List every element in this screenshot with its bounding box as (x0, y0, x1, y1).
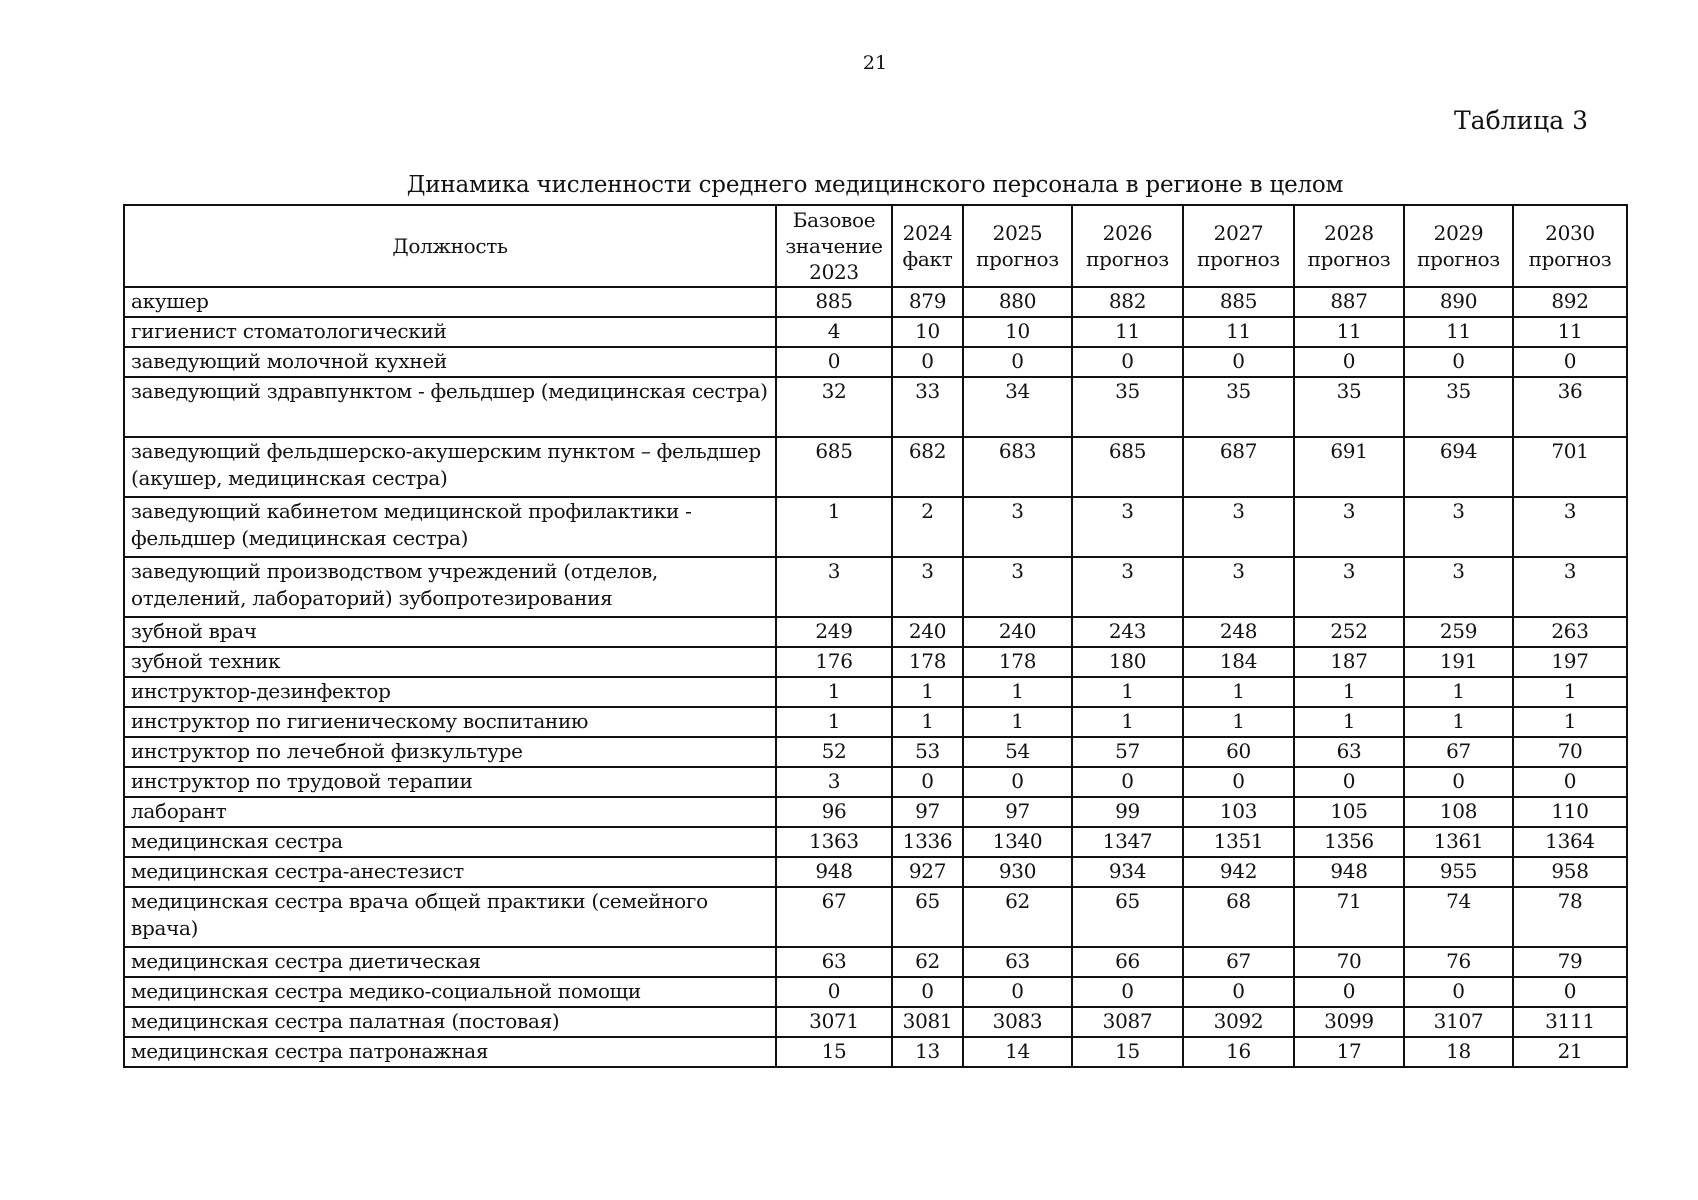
table-title: Динамика численности среднего медицинского персонала в регионе в целом (406, 172, 1344, 198)
value-cell: 78 (1513, 887, 1627, 947)
value-cell: 0 (1183, 767, 1294, 797)
value-cell: 1347 (1072, 827, 1183, 857)
value-cell: 34 (963, 377, 1072, 437)
value-cell: 108 (1404, 797, 1513, 827)
column-header-8 (1513, 205, 1627, 287)
column-header-line: прогноз (1528, 247, 1612, 271)
column-header-line: 2026 (1102, 221, 1153, 245)
value-cell: 36 (1513, 377, 1627, 437)
position-cell: заведующий молочной кухней (124, 347, 776, 377)
value-cell: 3087 (1072, 1007, 1183, 1037)
value-cell: 21 (1513, 1037, 1627, 1067)
value-cell: 3099 (1294, 1007, 1404, 1037)
table-row (124, 707, 1627, 737)
table-row (124, 437, 1627, 497)
value-cell: 197 (1513, 647, 1627, 677)
value-cell: 3 (1183, 557, 1294, 617)
table-row (124, 617, 1627, 647)
value-cell: 0 (963, 977, 1072, 1007)
value-cell: 1336 (892, 827, 963, 857)
position-cell: медицинская сестра-анестезист (124, 857, 776, 887)
value-cell: 955 (1404, 857, 1513, 887)
value-cell: 54 (963, 737, 1072, 767)
value-cell: 0 (1404, 347, 1513, 377)
value-cell: 62 (892, 947, 963, 977)
value-cell: 0 (1294, 977, 1404, 1007)
column-header-line: 2023 (809, 260, 859, 284)
value-cell: 1 (1404, 707, 1513, 737)
position-cell: медицинская сестра медико-социальной помощи (124, 977, 776, 1007)
value-cell: 3 (963, 557, 1072, 617)
value-cell: 97 (892, 797, 963, 827)
value-cell: 178 (963, 647, 1072, 677)
column-header-line: Должность (392, 234, 508, 258)
value-cell: 11 (1404, 317, 1513, 347)
position-cell: зубной техник (124, 647, 776, 677)
table-row (124, 497, 1627, 557)
value-cell: 0 (1072, 347, 1183, 377)
value-cell: 0 (1513, 767, 1627, 797)
position-cell: гигиенист стоматологический (124, 317, 776, 347)
column-header-line: 2029 (1433, 221, 1484, 245)
value-cell: 682 (892, 437, 963, 497)
value-cell: 105 (1294, 797, 1404, 827)
table-row (124, 827, 1627, 857)
position-cell: инструктор по гигиеническому воспитанию (124, 707, 776, 737)
value-cell: 685 (1072, 437, 1183, 497)
value-cell: 887 (1294, 287, 1404, 317)
value-cell: 0 (1072, 767, 1183, 797)
value-cell: 3 (1183, 497, 1294, 557)
value-cell: 13 (892, 1037, 963, 1067)
table-row (124, 677, 1627, 707)
column-header-6 (1294, 205, 1404, 287)
value-cell: 3 (1513, 557, 1627, 617)
value-cell: 1 (1294, 677, 1404, 707)
value-cell: 11 (1513, 317, 1627, 347)
column-header-line: 2027 (1213, 221, 1264, 245)
value-cell: 65 (892, 887, 963, 947)
value-cell: 1361 (1404, 827, 1513, 857)
value-cell: 0 (1072, 977, 1183, 1007)
value-cell: 934 (1072, 857, 1183, 887)
value-cell: 0 (1183, 347, 1294, 377)
value-cell: 79 (1513, 947, 1627, 977)
table-row (124, 857, 1627, 887)
value-cell: 0 (1404, 977, 1513, 1007)
value-cell: 1 (963, 677, 1072, 707)
value-cell: 103 (1183, 797, 1294, 827)
value-cell: 240 (892, 617, 963, 647)
value-cell: 1 (1513, 677, 1627, 707)
value-cell: 3 (963, 497, 1072, 557)
value-cell: 0 (892, 977, 963, 1007)
table-row (124, 977, 1627, 1007)
position-cell: медицинская сестра патронажная (124, 1037, 776, 1067)
value-cell: 3 (1294, 557, 1404, 617)
value-cell: 701 (1513, 437, 1627, 497)
value-cell: 96 (776, 797, 892, 827)
value-cell: 259 (1404, 617, 1513, 647)
column-header-line: 2030 (1545, 221, 1595, 245)
column-header-1 (776, 205, 892, 287)
position-cell: заведующий производством учреждений (отделов, отделений, лабораторий) зубопротезирования (124, 557, 776, 617)
value-cell: 1 (892, 707, 963, 737)
value-cell: 892 (1513, 287, 1627, 317)
value-cell: 948 (1294, 857, 1404, 887)
value-cell: 942 (1183, 857, 1294, 887)
position-cell: лаборант (124, 797, 776, 827)
value-cell: 1 (1513, 707, 1627, 737)
value-cell: 16 (1183, 1037, 1294, 1067)
table-row (124, 1037, 1627, 1067)
value-cell: 243 (1072, 617, 1183, 647)
position-cell: заведующий кабинетом медицинской профилактики - фельдшер (медицинская сестра) (124, 497, 776, 557)
position-cell: зубной врач (124, 617, 776, 647)
value-cell: 248 (1183, 617, 1294, 647)
table-row (124, 887, 1627, 947)
value-cell: 958 (1513, 857, 1627, 887)
table-row (124, 557, 1627, 617)
value-cell: 70 (1513, 737, 1627, 767)
value-cell: 53 (892, 737, 963, 767)
value-cell: 3 (1072, 497, 1183, 557)
table-row (124, 287, 1627, 317)
position-cell: медицинская сестра диетическая (124, 947, 776, 977)
value-cell: 3111 (1513, 1007, 1627, 1037)
value-cell: 249 (776, 617, 892, 647)
value-cell: 0 (892, 767, 963, 797)
value-cell: 1 (1072, 707, 1183, 737)
value-cell: 60 (1183, 737, 1294, 767)
value-cell: 1340 (963, 827, 1072, 857)
value-cell: 0 (963, 767, 1072, 797)
value-cell: 187 (1294, 647, 1404, 677)
table-row (124, 797, 1627, 827)
column-header-position (124, 205, 776, 287)
staff-dynamics-table (123, 204, 1628, 1068)
value-cell: 57 (1072, 737, 1183, 767)
value-cell: 63 (776, 947, 892, 977)
value-cell: 240 (963, 617, 1072, 647)
value-cell: 110 (1513, 797, 1627, 827)
table-row (124, 767, 1627, 797)
value-cell: 176 (776, 647, 892, 677)
value-cell: 70 (1294, 947, 1404, 977)
value-cell: 3083 (963, 1007, 1072, 1037)
table-body (124, 287, 1627, 1067)
value-cell: 1351 (1183, 827, 1294, 857)
value-cell: 3071 (776, 1007, 892, 1037)
value-cell: 694 (1404, 437, 1513, 497)
value-cell: 178 (892, 647, 963, 677)
value-cell: 3 (892, 557, 963, 617)
value-cell: 11 (1294, 317, 1404, 347)
value-cell: 880 (963, 287, 1072, 317)
value-cell: 0 (963, 347, 1072, 377)
table-row (124, 947, 1627, 977)
value-cell: 0 (1404, 767, 1513, 797)
value-cell: 99 (1072, 797, 1183, 827)
column-header-line: 2024 (902, 221, 953, 245)
value-cell: 0 (1294, 767, 1404, 797)
value-cell: 1356 (1294, 827, 1404, 857)
value-cell: 35 (1183, 377, 1294, 437)
value-cell: 1 (1183, 707, 1294, 737)
column-header-line: значение (785, 234, 883, 258)
value-cell: 3 (1404, 497, 1513, 557)
value-cell: 927 (892, 857, 963, 887)
position-cell: инструктор по лечебной физкультуре (124, 737, 776, 767)
value-cell: 35 (1294, 377, 1404, 437)
value-cell: 1 (1294, 707, 1404, 737)
value-cell: 1364 (1513, 827, 1627, 857)
value-cell: 52 (776, 737, 892, 767)
value-cell: 35 (1404, 377, 1513, 437)
value-cell: 10 (963, 317, 1072, 347)
value-cell: 3 (1072, 557, 1183, 617)
table-row (124, 377, 1627, 437)
position-cell: медицинская сестра врача общей практики (семейного врача) (124, 887, 776, 947)
table-row (124, 1007, 1627, 1037)
value-cell: 0 (776, 347, 892, 377)
position-cell: инструктор по трудовой терапии (124, 767, 776, 797)
value-cell: 180 (1072, 647, 1183, 677)
value-cell: 0 (776, 977, 892, 1007)
value-cell: 1 (963, 707, 1072, 737)
value-cell: 1 (1183, 677, 1294, 707)
value-cell: 3 (776, 767, 892, 797)
column-header-3 (963, 205, 1072, 287)
value-cell: 32 (776, 377, 892, 437)
value-cell: 67 (1404, 737, 1513, 767)
value-cell: 683 (963, 437, 1072, 497)
value-cell: 10 (892, 317, 963, 347)
value-cell: 879 (892, 287, 963, 317)
value-cell: 2 (892, 497, 963, 557)
column-header-5 (1183, 205, 1294, 287)
table-header-row (124, 205, 1627, 287)
value-cell: 11 (1183, 317, 1294, 347)
value-cell: 263 (1513, 617, 1627, 647)
value-cell: 885 (1183, 287, 1294, 317)
value-cell: 1 (776, 497, 892, 557)
value-cell: 0 (1513, 347, 1627, 377)
column-header-line: факт (902, 247, 953, 271)
value-cell: 948 (776, 857, 892, 887)
position-cell: медицинская сестра палатная (постовая) (124, 1007, 776, 1037)
value-cell: 97 (963, 797, 1072, 827)
value-cell: 14 (963, 1037, 1072, 1067)
table-label: Таблица 3 (1453, 106, 1588, 135)
value-cell: 3 (1294, 497, 1404, 557)
value-cell: 691 (1294, 437, 1404, 497)
value-cell: 3107 (1404, 1007, 1513, 1037)
value-cell: 15 (1072, 1037, 1183, 1067)
value-cell: 35 (1072, 377, 1183, 437)
column-header-line: прогноз (976, 247, 1059, 271)
value-cell: 882 (1072, 287, 1183, 317)
value-cell: 0 (1183, 977, 1294, 1007)
table-row (124, 347, 1627, 377)
column-header-2 (892, 205, 963, 287)
table-row (124, 647, 1627, 677)
column-header-line: Базовое (792, 208, 876, 232)
value-cell: 67 (1183, 947, 1294, 977)
value-cell: 68 (1183, 887, 1294, 947)
value-cell: 3 (776, 557, 892, 617)
value-cell: 687 (1183, 437, 1294, 497)
value-cell: 74 (1404, 887, 1513, 947)
value-cell: 65 (1072, 887, 1183, 947)
value-cell: 3 (1404, 557, 1513, 617)
value-cell: 0 (1513, 977, 1627, 1007)
value-cell: 3 (1513, 497, 1627, 557)
table-row (124, 317, 1627, 347)
value-cell: 1 (1404, 677, 1513, 707)
position-cell: акушер (124, 287, 776, 317)
column-header-line: прогноз (1086, 247, 1169, 271)
value-cell: 0 (892, 347, 963, 377)
value-cell: 191 (1404, 647, 1513, 677)
column-header-line: 2025 (992, 221, 1043, 245)
value-cell: 76 (1404, 947, 1513, 977)
value-cell: 62 (963, 887, 1072, 947)
position-cell: медицинская сестра (124, 827, 776, 857)
value-cell: 18 (1404, 1037, 1513, 1067)
value-cell: 66 (1072, 947, 1183, 977)
value-cell: 1 (776, 707, 892, 737)
value-cell: 3092 (1183, 1007, 1294, 1037)
value-cell: 67 (776, 887, 892, 947)
column-header-4 (1072, 205, 1183, 287)
value-cell: 3081 (892, 1007, 963, 1037)
position-cell: заведующий фельдшерско-акушерским пунктом – фельдшер (акушер, медицинская сестра) (124, 437, 776, 497)
value-cell: 63 (1294, 737, 1404, 767)
column-header-line: прогноз (1307, 247, 1391, 271)
page-number: 21 (862, 52, 888, 74)
value-cell: 1 (1072, 677, 1183, 707)
position-cell: инструктор-дезинфектор (124, 677, 776, 707)
column-header-line: 2028 (1324, 221, 1374, 245)
value-cell: 11 (1072, 317, 1183, 347)
value-cell: 885 (776, 287, 892, 317)
value-cell: 33 (892, 377, 963, 437)
value-cell: 63 (963, 947, 1072, 977)
value-cell: 71 (1294, 887, 1404, 947)
value-cell: 0 (1294, 347, 1404, 377)
position-cell: заведующий здравпунктом - фельдшер (медицинская сестра) (124, 377, 776, 437)
value-cell: 15 (776, 1037, 892, 1067)
value-cell: 1 (892, 677, 963, 707)
value-cell: 252 (1294, 617, 1404, 647)
value-cell: 17 (1294, 1037, 1404, 1067)
value-cell: 890 (1404, 287, 1513, 317)
value-cell: 1363 (776, 827, 892, 857)
column-header-line: прогноз (1417, 247, 1500, 271)
value-cell: 930 (963, 857, 1072, 887)
value-cell: 184 (1183, 647, 1294, 677)
table-row (124, 737, 1627, 767)
column-header-line: прогноз (1197, 247, 1280, 271)
column-header-7 (1404, 205, 1513, 287)
value-cell: 4 (776, 317, 892, 347)
value-cell: 685 (776, 437, 892, 497)
value-cell: 1 (776, 677, 892, 707)
